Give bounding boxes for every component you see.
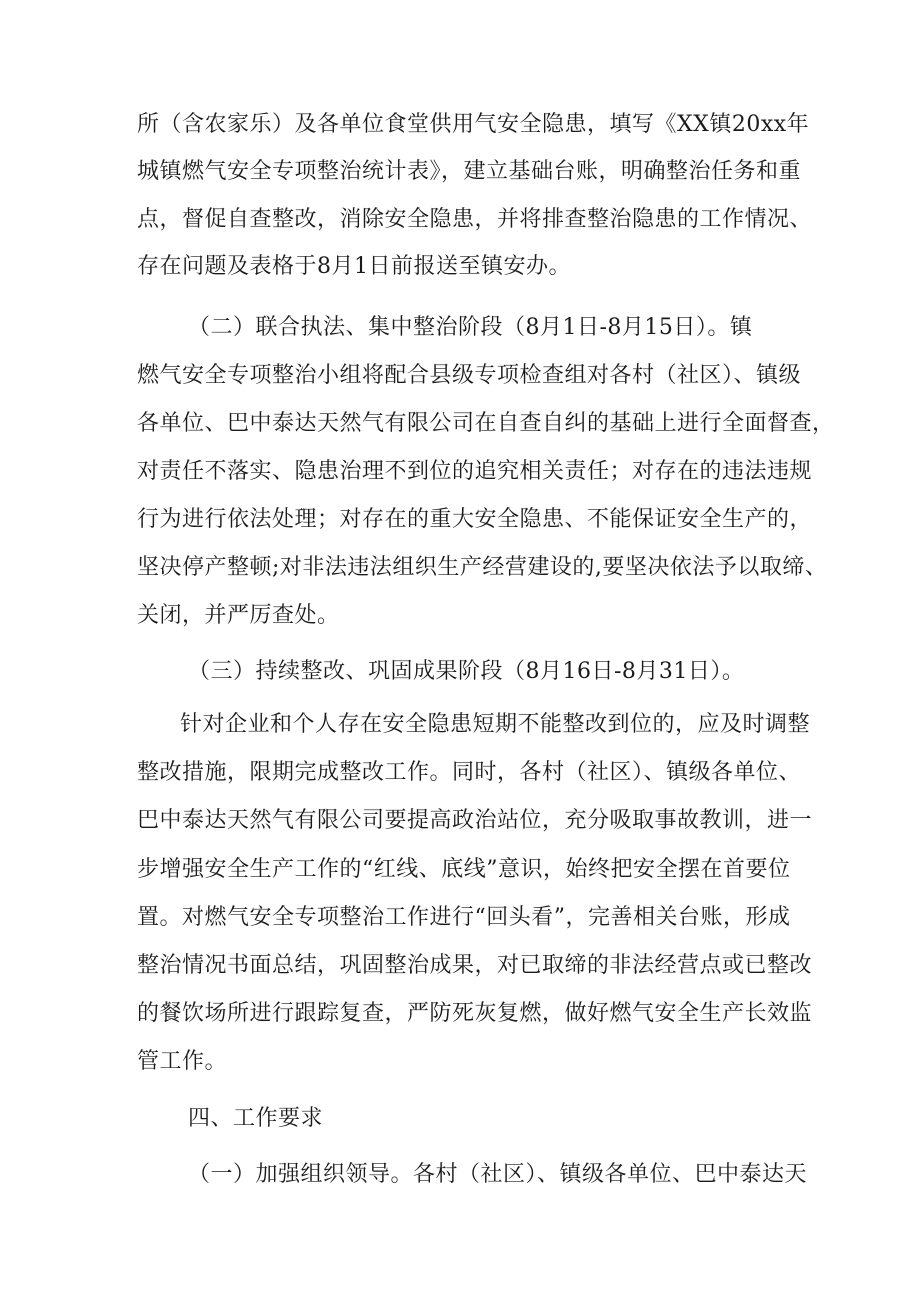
text-line: 坚决停产整顿;对非法违法组织生产经营建设的,要坚决依法予以取缔、 <box>137 555 828 580</box>
section-heading: （三）持续整改、巩固成果阶段（8月16日-8月31日）。 <box>188 659 745 684</box>
text-line: 点，督促自查整改，消除安全隐患，并将排查整治隐患的工作情况、 <box>137 207 813 232</box>
text-line: 的餐饮场所进行跟踪复查，严防死灰复燃，做好燃气安全生产长效监 <box>137 1001 813 1026</box>
text-line: 存在问题及表格于8月1日前报送至镇安办。 <box>137 254 571 279</box>
section-title: 四、工作要求 <box>188 1106 324 1131</box>
text-line: 整改措施，限期完成整改工作。同时，各村（社区）、镇级各单位、 <box>137 760 802 785</box>
text-line: 置。对燃气安全专项整治工作进行“回头看”，完善相关台账，形成 <box>137 905 791 930</box>
section-heading: （一）加强组织领导。各村（社区）、镇级各单位、巴中泰达天 <box>188 1162 808 1187</box>
text-line: 各单位、巴中泰达天然气有限公司在自查自纠的基础上进行全面督查， <box>137 411 835 436</box>
text-line: 针对企业和个人存在安全隐患短期不能整改到位的，应及时调整 <box>180 712 811 737</box>
text-line: 所（含农家乐）及各单位食堂供用气安全隐患，填写《XX镇20xx年 <box>137 112 810 137</box>
section-heading: （二）联合执法、集中整治阶段（8月1日-8月15日）。镇 <box>188 315 753 340</box>
text-line: 巴中泰达天然气有限公司要提高政治站位，充分吸取事故教训，进一 <box>137 808 813 833</box>
text-line: 关闭，并严厉查处。 <box>137 603 340 628</box>
text-line: 行为进行依法处理；对存在的重大安全隐患、不能保证安全生产的， <box>137 507 813 532</box>
text-line: 燃气安全专项整治小组将配合县级专项检查组对各村（社区）、镇级 <box>137 363 802 388</box>
text-line: 城镇燃气安全专项整治统计表》，建立基础台账，明确整治任务和重 <box>137 159 802 184</box>
text-line: 步增强安全生产工作的“红线、底线”意识，始终把安全摆在首要位 <box>137 857 791 882</box>
text-line: 整治情况书面总结，巩固整治成果，对已取缔的非法经营点或已整改 <box>137 953 813 978</box>
text-line: 对责任不落实、隐患治理不到位的追究相关责任；对存在的违法违规 <box>137 459 813 484</box>
text-line: 管工作。 <box>137 1049 228 1074</box>
